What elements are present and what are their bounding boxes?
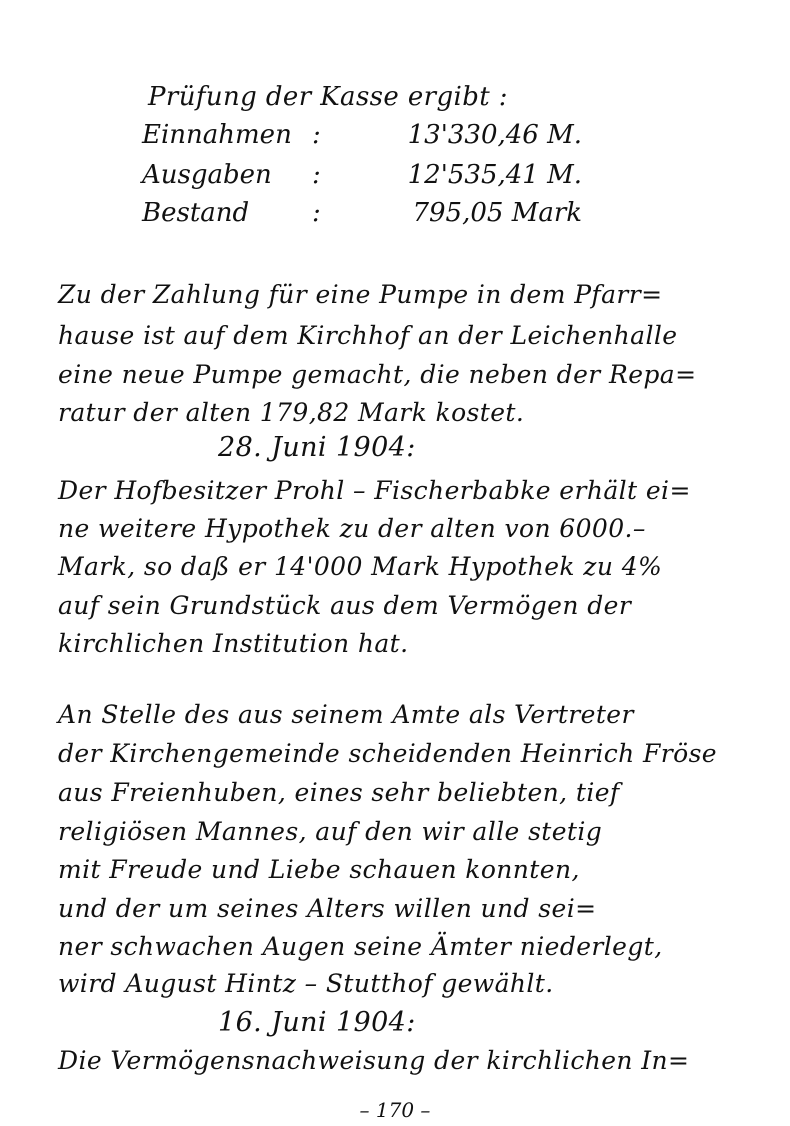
kasse-row-ausgaben bbox=[142, 162, 582, 188]
kasse-row-bestand bbox=[142, 200, 582, 226]
vertreter-line: religiösen Mannes, auf den wir alle stetig bbox=[58, 817, 603, 846]
hypothek-line: auf sein Grundstück aus dem Vermögen der bbox=[58, 591, 632, 620]
vertreter-line: der Kirchengemeinde scheidenden Heinrich Fröse bbox=[58, 739, 717, 768]
vertreter-line: und der um seines Alters willen und sei= bbox=[58, 894, 597, 923]
vertreter-line: An Stelle des aus seinem Amte als Vertreter bbox=[58, 700, 634, 729]
hypothek-line: kirchlichen Institution hat. bbox=[58, 629, 409, 658]
kasse-value: 795,05 Mark bbox=[412, 198, 582, 228]
pumpe-line: Zu der Zahlung für eine Pumpe in dem Pfarr= bbox=[58, 280, 663, 309]
kasse-colon: : bbox=[312, 198, 321, 228]
hypothek-line: ne weitere Hypothek zu der alten von 6000.– bbox=[58, 514, 646, 543]
kasse-row-einnahmen bbox=[142, 122, 582, 148]
pumpe-line: hause ist auf dem Kirchhof an der Leichenhalle bbox=[58, 321, 678, 350]
kasse-label: Bestand bbox=[142, 198, 250, 228]
date-heading: 16. Juni 1904: bbox=[218, 1007, 416, 1038]
hypothek-line: Der Hofbesitzer Prohl – Fischerbabke erhält ei= bbox=[58, 476, 691, 505]
kasse-value: 12'535,41 M. bbox=[407, 160, 582, 190]
kasse-title: Prüfung der Kasse ergibt : bbox=[148, 82, 508, 112]
kasse-colon: : bbox=[312, 120, 321, 150]
pumpe-line: ratur der alten 179,82 Mark kostet. bbox=[58, 398, 525, 427]
vertreter-line: wird August Hintz – Stutthof gewählt. bbox=[58, 969, 554, 998]
pumpe-line: eine neue Pumpe gemacht, die neben der Repa= bbox=[58, 360, 697, 389]
kasse-label: Ausgaben bbox=[142, 160, 272, 190]
kasse-label: Einnahmen bbox=[142, 120, 292, 150]
last-line: Die Vermögensnachweisung der kirchlichen In= bbox=[58, 1046, 690, 1075]
kasse-value: 13'330,46 M. bbox=[407, 120, 582, 150]
vertreter-line: mit Freude und Liebe schauen konnten, bbox=[58, 855, 580, 884]
vertreter-line: aus Freienhuben, eines sehr beliebten, tief bbox=[58, 778, 620, 807]
hypothek-line: Mark, so daß er 14'000 Mark Hypothek zu 4% bbox=[58, 552, 663, 581]
date-heading: 28. Juni 1904: bbox=[218, 432, 416, 463]
vertreter-line: ner schwachen Augen seine Ämter niederlegt, bbox=[58, 932, 663, 961]
page-number: – 170 – bbox=[359, 1098, 431, 1122]
kasse-colon: : bbox=[312, 160, 321, 190]
